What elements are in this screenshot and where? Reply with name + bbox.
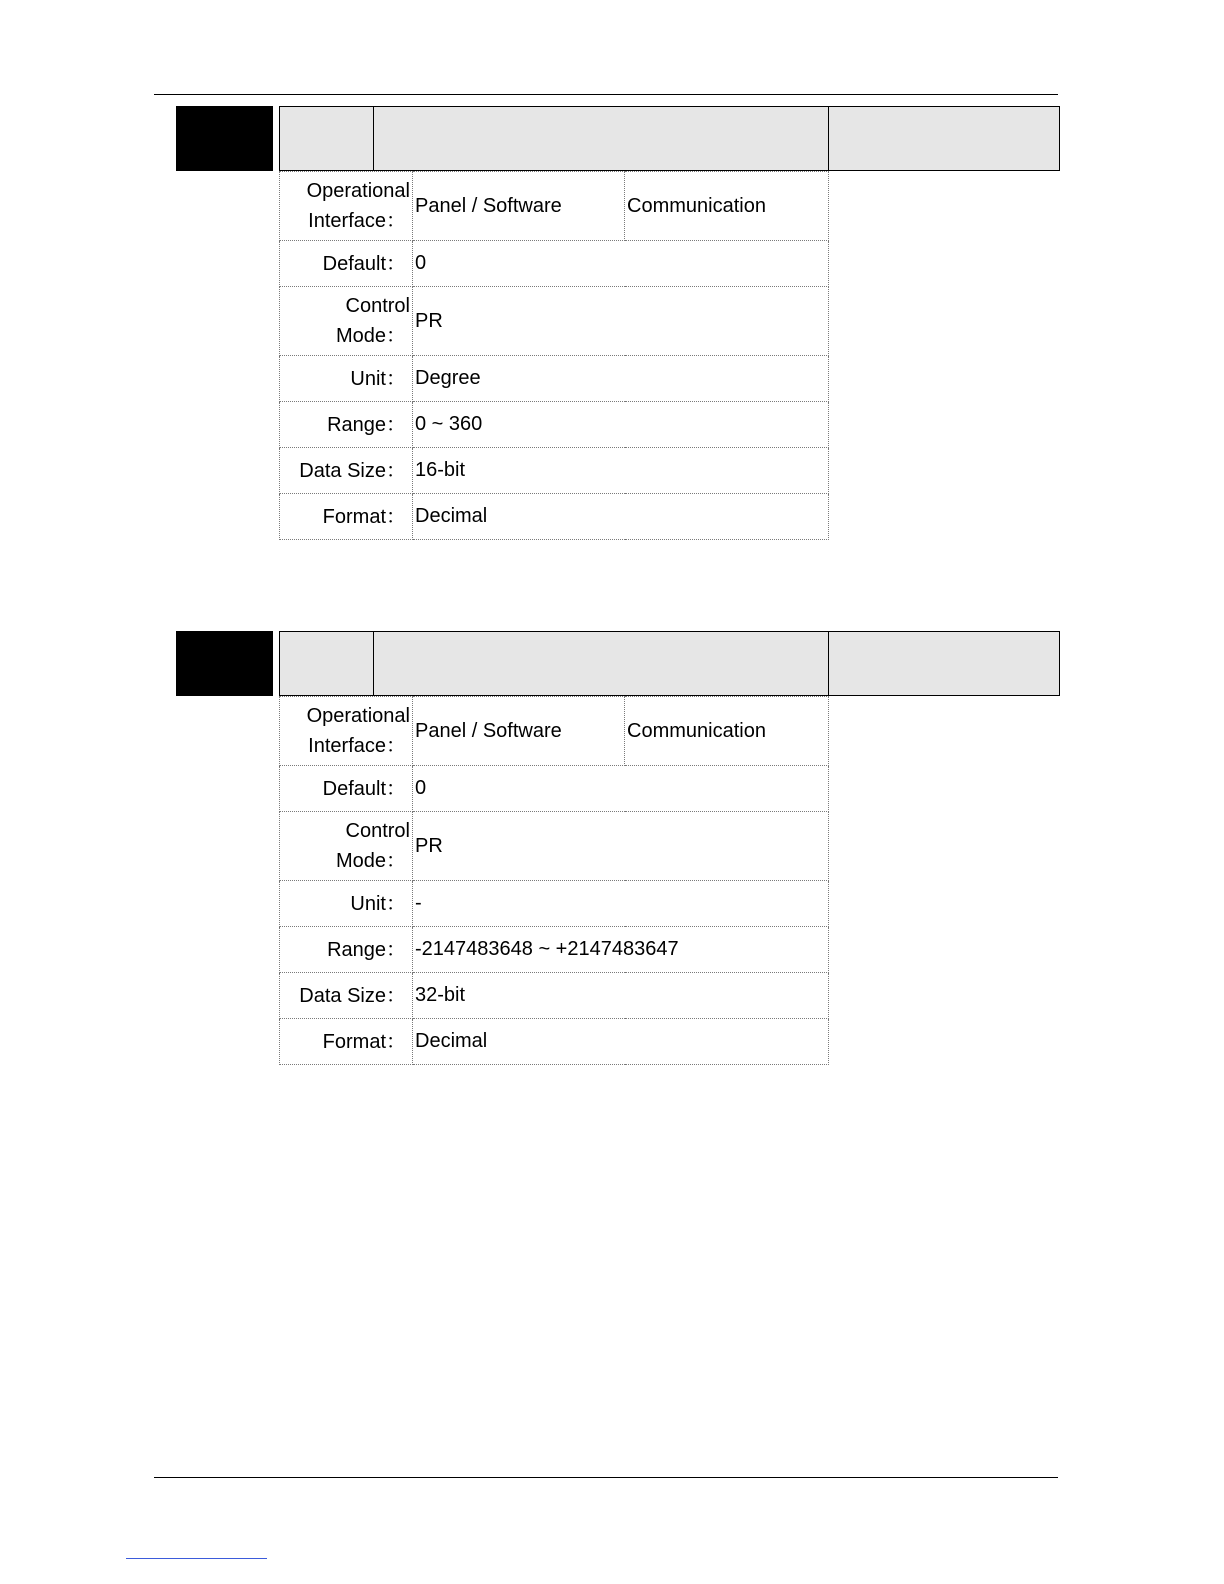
- parameter-table: [279, 171, 829, 540]
- parameter-id-tab: [176, 106, 273, 171]
- table-row: [280, 766, 829, 812]
- table-row: [280, 287, 829, 356]
- interface-comm-value: Communication: [625, 697, 829, 766]
- control-mode-value: PR: [413, 287, 829, 356]
- unit-value: Degree: [413, 356, 829, 402]
- label-line: Mode：: [335, 850, 406, 872]
- header-divider: [828, 107, 829, 170]
- control-mode-label: [280, 287, 413, 356]
- format-value: Decimal: [413, 494, 829, 540]
- unit-value: -: [413, 881, 829, 927]
- table-row: [280, 697, 829, 766]
- interface-panel-value: Panel / Software: [413, 172, 625, 241]
- label-line: Operational: [306, 705, 410, 727]
- header-divider: [828, 632, 829, 695]
- range-label: Range：: [280, 402, 413, 448]
- interface-panel-value: Panel / Software: [413, 697, 625, 766]
- interface-comm-value: Communication: [625, 172, 829, 241]
- table-row: [280, 172, 829, 241]
- table-row: [280, 973, 829, 1019]
- operational-interface-label: [280, 172, 413, 241]
- table-row: [280, 494, 829, 540]
- data-size-value: 32-bit: [413, 973, 829, 1019]
- range-value: -2147483648 ~ +2147483647: [413, 927, 829, 973]
- format-label: Format：: [280, 1019, 413, 1065]
- header-divider: [373, 632, 374, 695]
- control-mode-label: [280, 812, 413, 881]
- unit-label: Unit：: [280, 881, 413, 927]
- default-value: 0: [413, 241, 829, 287]
- label-line: Control: [345, 295, 410, 317]
- data-size-value: 16-bit: [413, 448, 829, 494]
- operational-interface-label: [280, 697, 413, 766]
- default-label: Default：: [280, 241, 413, 287]
- header-divider: [373, 107, 374, 170]
- data-size-label: Data Size：: [280, 973, 413, 1019]
- unit-label: Unit：: [280, 356, 413, 402]
- table-row: [280, 356, 829, 402]
- table-row: [280, 1019, 829, 1065]
- label-line: Operational: [306, 180, 410, 202]
- footer-link-underline[interactable]: [126, 1558, 267, 1559]
- range-label: Range：: [280, 927, 413, 973]
- footer-rule: [154, 1477, 1058, 1478]
- label-line: Control: [345, 820, 410, 842]
- parameter-table: [279, 696, 829, 1065]
- format-label: Format：: [280, 494, 413, 540]
- parameter-id-tab: [176, 631, 273, 696]
- default-value: 0: [413, 766, 829, 812]
- parameter-header: [279, 631, 1060, 696]
- control-mode-value: PR: [413, 812, 829, 881]
- default-label: Default：: [280, 766, 413, 812]
- table-row: [280, 241, 829, 287]
- label-line: Interface：: [308, 210, 406, 232]
- header-rule: [154, 94, 1058, 95]
- label-line: Interface：: [308, 735, 406, 757]
- table-row: [280, 927, 829, 973]
- table-row: [280, 402, 829, 448]
- range-value: 0 ~ 360: [413, 402, 829, 448]
- table-row: [280, 448, 829, 494]
- parameter-header: [279, 106, 1060, 171]
- format-value: Decimal: [413, 1019, 829, 1065]
- table-row: [280, 881, 829, 927]
- table-row: [280, 812, 829, 881]
- data-size-label: Data Size：: [280, 448, 413, 494]
- label-line: Mode：: [335, 325, 406, 347]
